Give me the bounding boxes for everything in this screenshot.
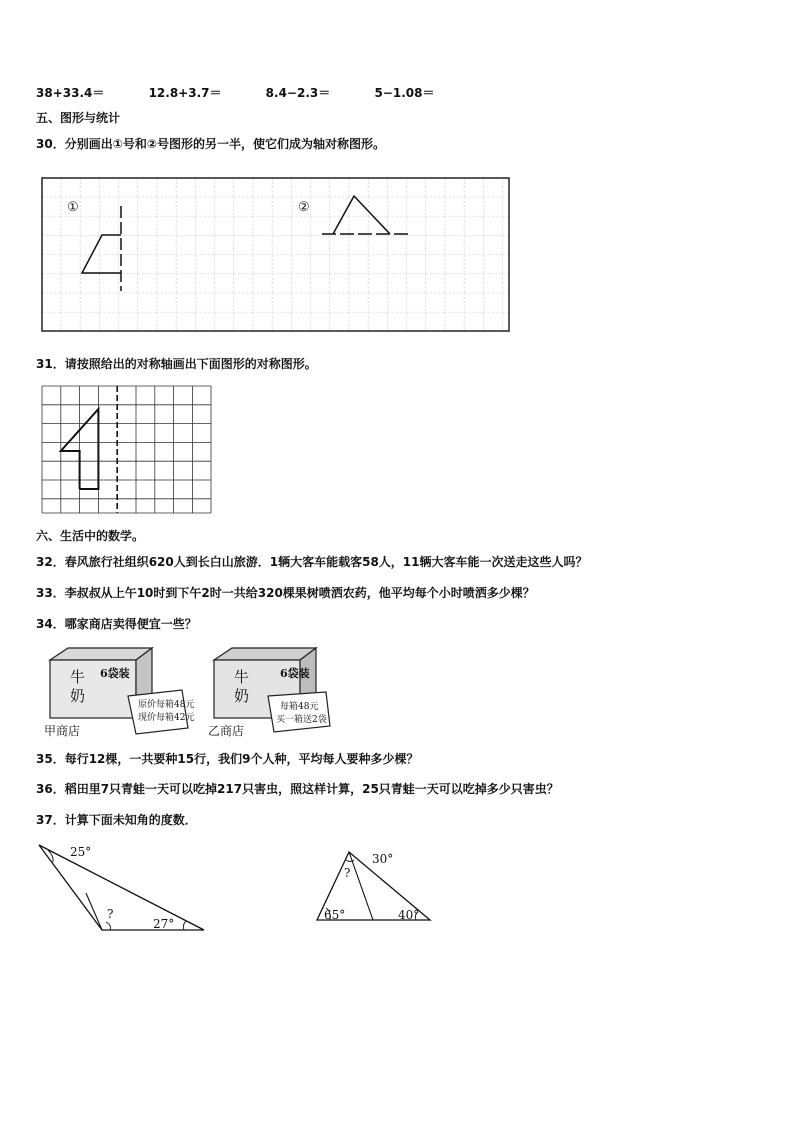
shop-a-sign-line2: 现价每箱42元 xyxy=(138,713,195,723)
q30-grid xyxy=(42,178,509,331)
fig2-number: ② xyxy=(298,200,310,215)
question-30: 30．分别画出①号和②号图形的另一半，使它们成为轴对称图形。 xyxy=(36,137,386,151)
calc-row xyxy=(36,84,474,101)
shop-b-picture xyxy=(208,640,368,740)
shop-b-box-text: 牛奶 xyxy=(234,668,250,705)
q31-grid-figure xyxy=(40,384,214,516)
question-31: 31．请按照给出的对称轴画出下面图形的对称图形。 xyxy=(36,357,317,371)
q30-grid-figure xyxy=(40,176,512,334)
tri1-unknown: ? xyxy=(107,907,114,921)
section-6-title: 六、生活中的数学。 xyxy=(36,529,145,543)
shop-a-sign-line1: 原价每箱48元 xyxy=(138,700,195,710)
tri2-unknown: ? xyxy=(344,866,351,880)
shop-a-name: 甲商店 xyxy=(44,724,81,738)
shop-a-box-text: 牛奶 xyxy=(70,668,86,705)
question-34: 34．哪家商店卖得便宜一些？ xyxy=(36,617,197,631)
question-37: 37．计算下面未知角的度数． xyxy=(36,813,197,827)
calc-2: 12.8+3.7＝ xyxy=(148,86,222,100)
question-33: 33．李叔叔从上午10时到下午2时一共给320棵果树喷洒农药，他平均每个小时喷洒多少棵？ xyxy=(36,586,535,600)
tri2-angle-a: 30° xyxy=(372,852,394,866)
question-35: 35．每行12棵，一共要种15行，我们9个人种，平均每人要种多少棵？ xyxy=(36,752,419,766)
shop-b-sign-line1: 每箱48元 xyxy=(280,702,319,712)
shop-b-sign-line2: 买一箱送2袋 xyxy=(276,715,327,725)
tri1-angle-b: 27° xyxy=(153,917,175,931)
shop-b-box-label: 6袋装 xyxy=(280,667,310,680)
shop-b-name: 乙商店 xyxy=(208,724,245,738)
tri2-angle-b: 65° xyxy=(324,908,346,922)
question-36: 36．稻田里7只青蛙一天可以吃掉217只害虫，照这样计算，25只青蛙一天可以吃掉多少只害虫？ xyxy=(36,782,559,796)
question-32: 32．春风旅行社组织620人到长白山旅游．1辆大客车能载客58人，11辆大客车能一次送走这些人吗？ xyxy=(36,555,588,569)
fig1-number: ① xyxy=(67,200,79,215)
tri2-angle-c: 40° xyxy=(398,908,420,922)
calc-1: 38+33.4＝ xyxy=(36,86,105,100)
calc-3: 8.4−2.3＝ xyxy=(265,86,331,100)
shop-a-picture xyxy=(40,640,200,740)
triangle-1 xyxy=(36,840,208,935)
calc-4: 5−1.08＝ xyxy=(374,86,435,100)
section-5-title: 五、图形与统计 xyxy=(36,111,121,125)
tri1-angle-a: 25° xyxy=(70,845,92,859)
shop-a-box-label: 6袋装 xyxy=(100,667,130,680)
